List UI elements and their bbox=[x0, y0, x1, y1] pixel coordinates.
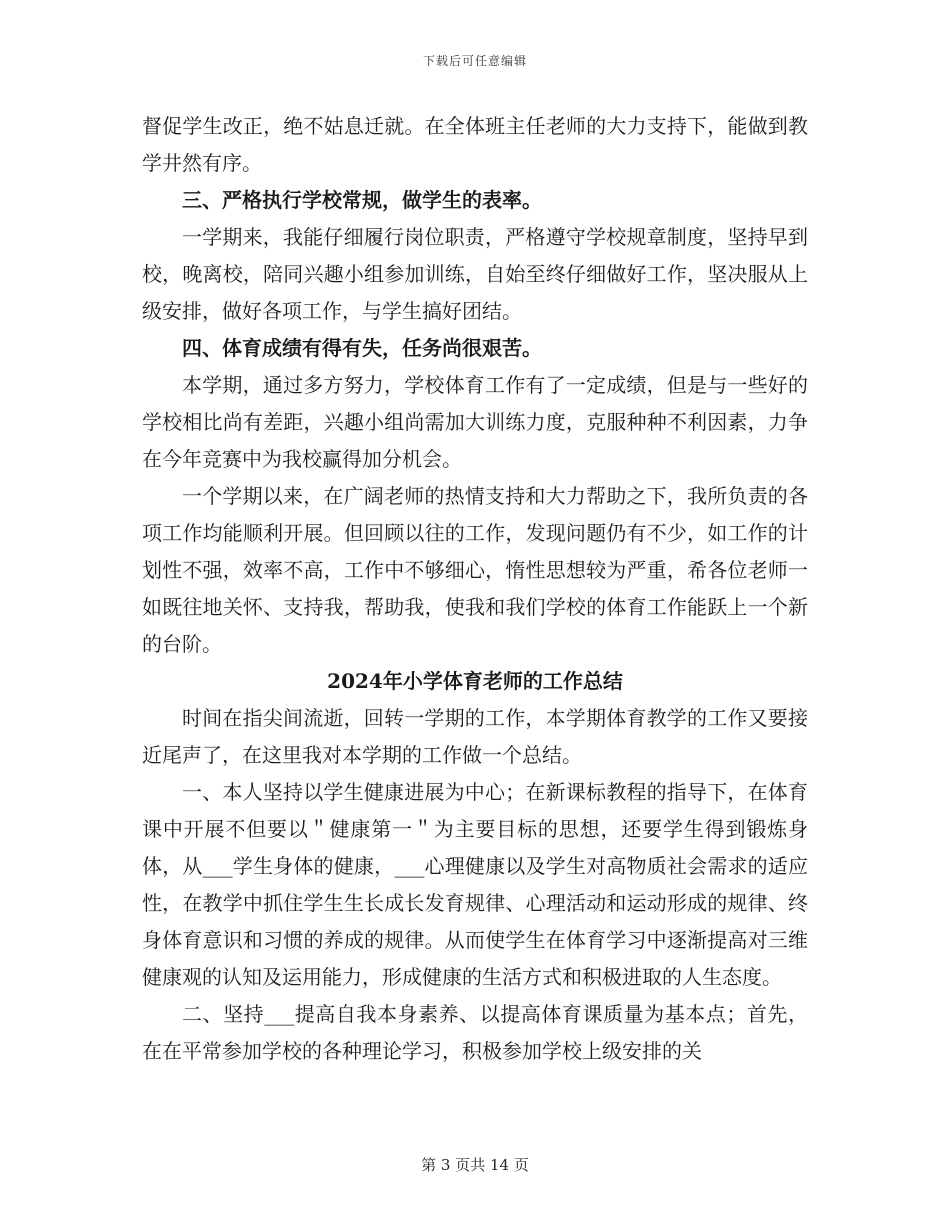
paragraph: 本学期，通过多方努力，学校体育工作有了一定成绩，但是与一些好的学校相比尚有差距，兴趣小组尚需加大训练力度，克服种种不利因素，力争在今年竞赛中为我校赢得加分机会。 bbox=[142, 373, 808, 471]
paragraph: 一学期来，我能仔细履行岗位职责，严格遵守学校规章制度，坚持早到校，晚离校，陪同兴趣小组参加训练，自始至终仔细做好工作，坚决服从上级安排，做好各项工作，与学生搞好团结。 bbox=[142, 225, 808, 323]
page-header: 下载后可任意编辑 bbox=[422, 54, 527, 68]
paragraph: 一、本人坚持以学生健康进展为中心；在新课标教程的指导下，在体育课中开展不但要以＂健康第一＂为主要目标的思想，还要学生得到锻炼身体，从___学生身体的健康，___心理健康以及学生对高物质社会需求的适应性，在教学中抓住学生生长成长发育规律、心理活动和运动形成的规律、终身体育意识和习惯的养成的规律。从而使学生在体育学习中逐渐提高对三维健康观的认知及运用能力，形成健康的生活方式和积极进取的人生态度。 bbox=[142, 780, 808, 989]
paragraph: 一个学期以来，在广阔老师的热情支持和大力帮助之下，我所负责的各项工作均能顺利开展。但回顾以往的工作，发现问题仍有不少，如工作的计划性不强，效率不高，工作中不够细心，惰性思想较为严重，希各位老师一如既往地关怀、支持我，帮助我，使我和我们学校的体育工作能跃上一个新的台阶。 bbox=[142, 484, 808, 656]
paragraph: 时间在指尖间流逝，回转一学期的工作，本学期体育教学的工作又要接近尾声了，在这里我对本学期的工作做一个总结。 bbox=[142, 706, 808, 767]
section-heading-4: 四、体育成绩有得有失，任务尚很艰苦。 bbox=[182, 336, 542, 360]
document-title: 2024年小学体育老师的工作总结 bbox=[327, 669, 623, 693]
section-heading-3: 三、严格执行学校常规，做学生的表率。 bbox=[182, 188, 542, 212]
document-body bbox=[142, 108, 808, 1070]
paragraph-continuation: 督促学生改正，绝不姑息迁就。在全体班主任老师的大力支持下，能做到教学井然有序。 bbox=[142, 114, 808, 175]
paragraph: 二、坚持___提高自我本身素养、以提高体育课质量为基本点；首先，在在平常参加学校的各种理论学习，积极参加学校上级安排的关 bbox=[142, 1002, 808, 1063]
page-footer: 第 3 页共 14 页 bbox=[421, 1156, 529, 1174]
